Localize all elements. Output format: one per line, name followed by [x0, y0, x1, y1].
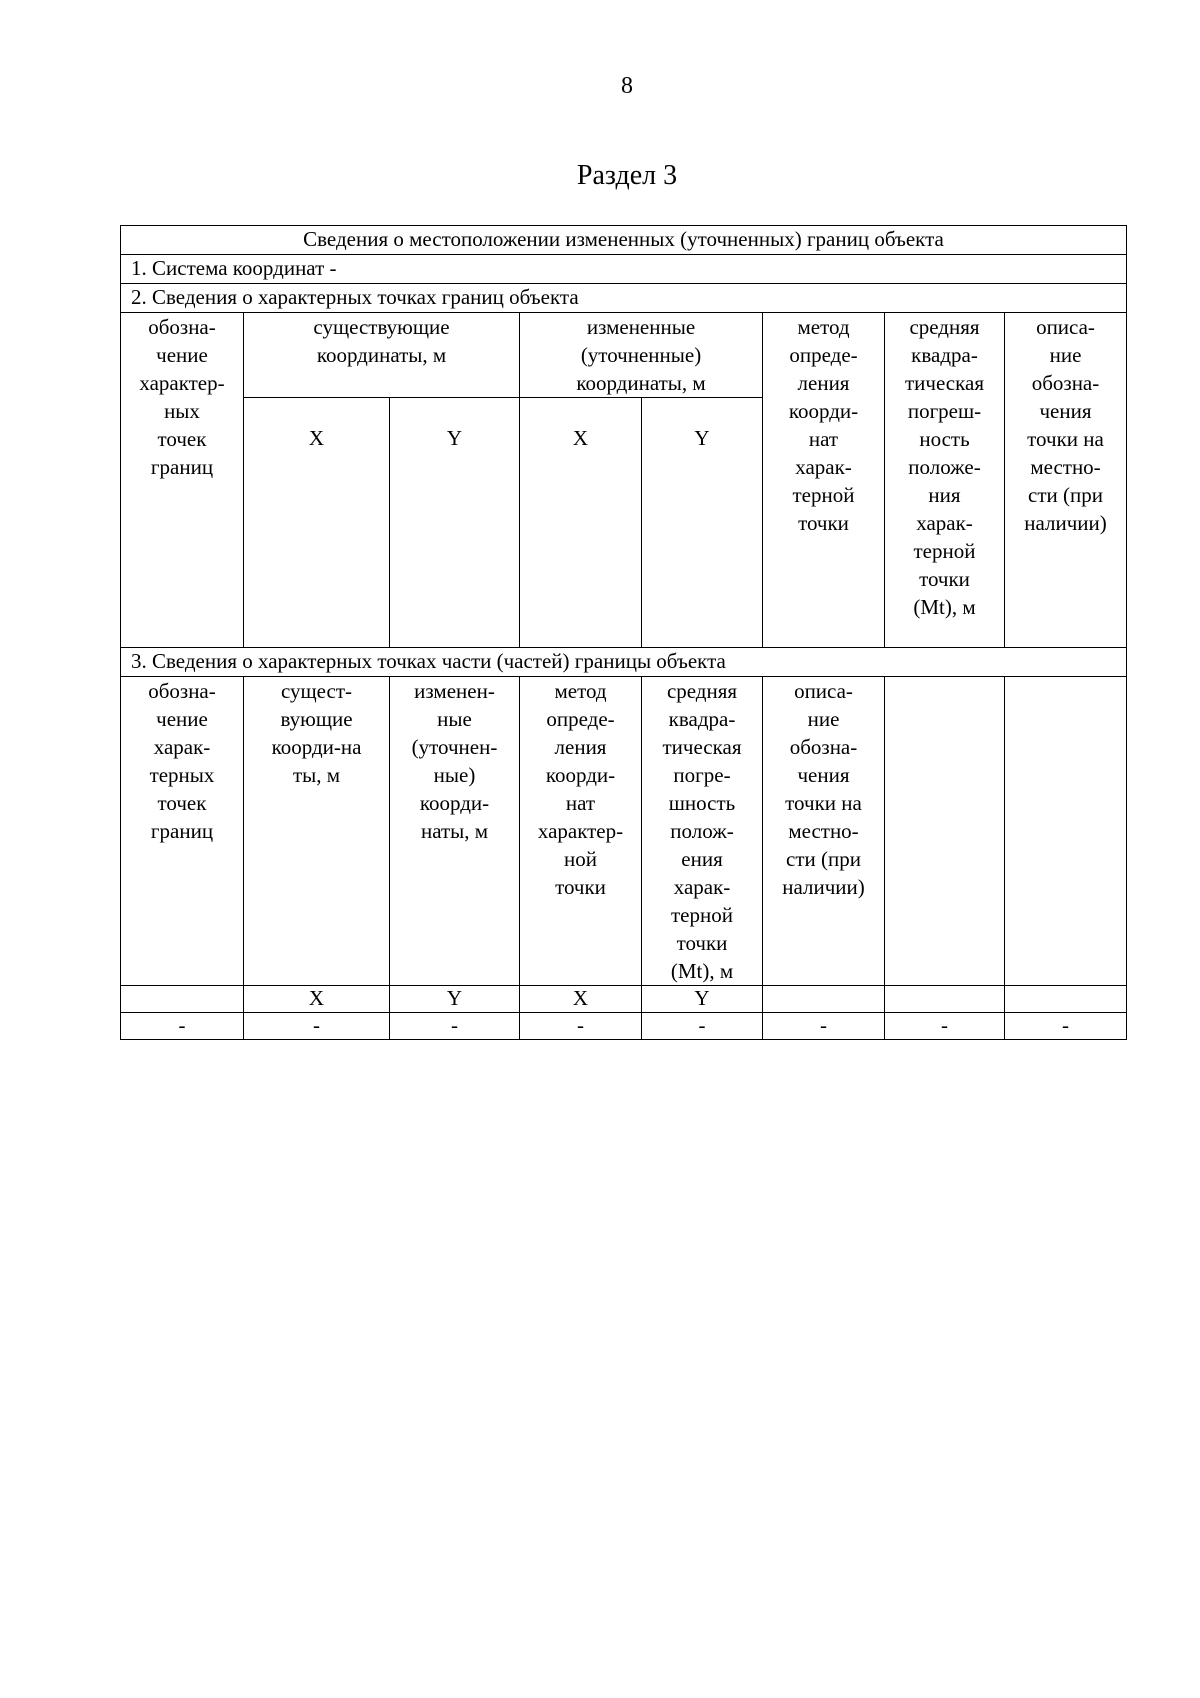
section-title: Раздел 3	[576, 160, 678, 191]
table-caption-row	[121, 226, 1127, 255]
table-row	[121, 1013, 1127, 1040]
table-cell: -	[244, 1013, 390, 1040]
part3-header-row	[121, 677, 1127, 986]
part2-col-method: метод опреде- ления коорди- нат харак- терной точки	[763, 313, 885, 648]
table-cell: -	[885, 1013, 1005, 1040]
table-cell: -	[520, 1013, 642, 1040]
page-number: 8	[621, 73, 633, 99]
table-caption: Сведения о местоположении измененных (уточненных) границ объекта	[121, 226, 1127, 255]
part2-col-existing-coords: существующие координаты, м	[244, 313, 520, 398]
table-cell: -	[121, 1013, 244, 1040]
part3-xy-row	[121, 986, 1127, 1013]
part2-existing-x: X	[244, 398, 390, 648]
table-cell: -	[1005, 1013, 1127, 1040]
part3-xy-cell: Y	[642, 986, 763, 1013]
table-cell: -	[390, 1013, 520, 1040]
part2-changed-x: X	[520, 398, 642, 648]
part3-xy-cell: X	[244, 986, 390, 1013]
part3-col-mean-error: средняя квадра- тическая погре- шность полож- ения харак- терной точки (Mt), м	[642, 677, 763, 986]
part3-col-point-designation: обозна- чение харак- терных точек границ	[121, 677, 244, 986]
part2-existing-y: Y	[390, 398, 520, 648]
part2-col-description: описа- ние обозна- чения точки на местно- сти (при наличии)	[1005, 313, 1127, 648]
part3-title-row	[121, 648, 1127, 677]
part3-xy-cell	[121, 986, 244, 1013]
part2-changed-y: Y	[642, 398, 763, 648]
part3-xy-cell: Y	[390, 986, 520, 1013]
part3-empty-cell	[885, 677, 1005, 986]
part2-header-row	[121, 313, 1127, 398]
part3-title: 3. Сведения о характерных точках части (частей) границы объекта	[121, 648, 1127, 677]
part2-title-row	[121, 284, 1127, 313]
part3-col-method: метод опреде- ления коорди- нат характер- ной точки	[520, 677, 642, 986]
part3-xy-cell	[763, 986, 885, 1013]
coordinate-system-label: 1. Система координат -	[121, 255, 1127, 284]
part2-col-point-designation: обозна- чение характер- ных точек границ	[121, 313, 244, 648]
part3-xy-cell: X	[520, 986, 642, 1013]
part3-xy-cell	[885, 986, 1005, 1013]
table-cell: -	[642, 1013, 763, 1040]
part3-xy-cell	[1005, 986, 1127, 1013]
boundary-table	[120, 225, 1127, 1040]
part3-col-description: описа- ние обозна- чения точки на местно- сти (при наличии)	[763, 677, 885, 986]
part2-col-mean-error: средняя квадра- тическая погреш- ность положе- ния харак- терной точки (Mt), м	[885, 313, 1005, 648]
coordinate-system-row	[121, 255, 1127, 284]
part3-col-existing-coords: сущест- вующие коорди-на ты, м	[244, 677, 390, 986]
part3-empty-cell	[1005, 677, 1127, 986]
table-cell: -	[763, 1013, 885, 1040]
part2-title: 2. Сведения о характерных точках границ объекта	[121, 284, 1127, 313]
part3-col-changed-coords: изменен- ные (уточнен- ные) коорди- наты, м	[390, 677, 520, 986]
part2-col-changed-coords: измененные (уточненные) координаты, м	[520, 313, 763, 398]
